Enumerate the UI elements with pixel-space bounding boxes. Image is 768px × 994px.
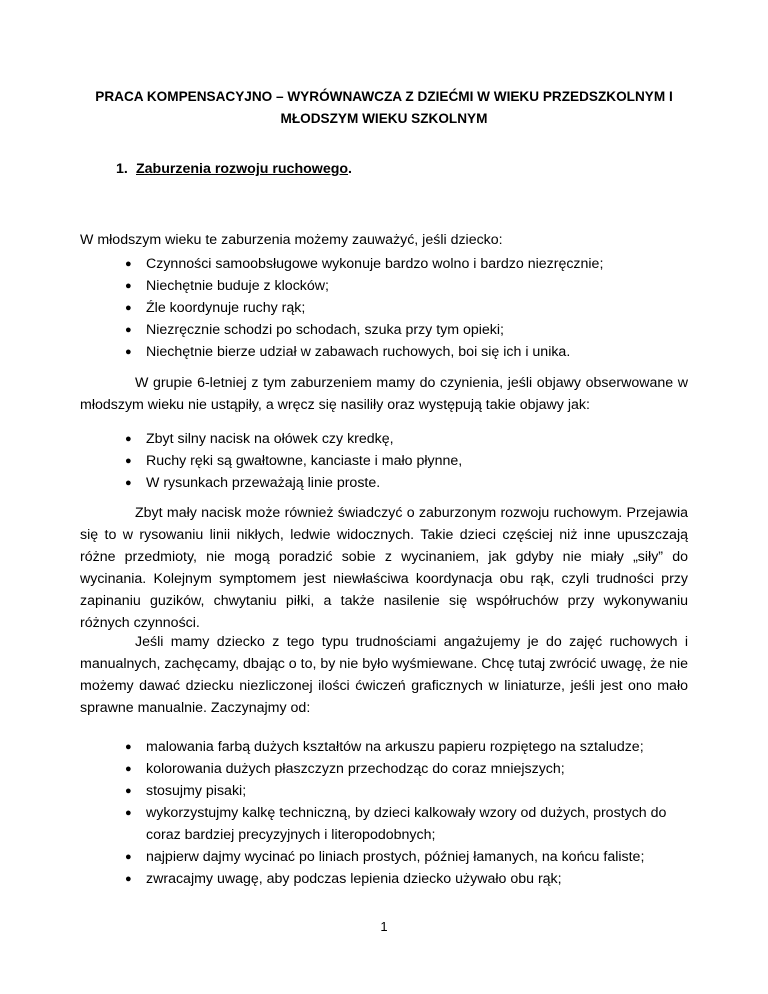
- bullet-icon: ●: [125, 763, 132, 775]
- bullet-icon: ●: [125, 785, 132, 797]
- list-item-text: kolorowania dużych płaszczyzn przechodząc do coraz mniejszych;: [146, 761, 565, 777]
- section-heading-suffix: .: [348, 161, 352, 177]
- bullet-icon: ●: [125, 324, 132, 336]
- document-title: [80, 86, 688, 130]
- bullet-icon: ●: [125, 455, 132, 467]
- symptom-list-6yo: [125, 428, 688, 494]
- paragraph-weak-pressure: Zbyt mały nacisk może również świadczyć o zaburzonym rozwoju ruchowym. Przejawia się to w rysowaniu linii nikłych, ledwie widocznych. Takie dzieci częściej niż inne upuszczają różne przedmioty, nie mogą poradzić sobie z wycinaniem, jak gdyby nie miały „siły” do wycinania. Kolejnym symptomem jest niewłaściwa koordynacja obu rąk, czyli trudności przy zapinaniu guzików, chwytaniu piłki, a także nasilenie się współruchów przy wykonywaniu różnych czynności.: [80, 505, 688, 631]
- bullet-icon: ●: [125, 433, 132, 445]
- list-item: [125, 253, 688, 275]
- bullet-icon: ●: [125, 302, 132, 314]
- list-item-text: zwracajmy uwagę, aby podczas lepienia dziecko używało obu rąk;: [146, 871, 562, 887]
- title-line-2: MŁODSZYM WIEKU SZKOLNYM: [280, 111, 488, 126]
- list-item-text: Źle koordynuje ruchy rąk;: [146, 300, 306, 316]
- list-item: [125, 275, 688, 297]
- list-item-text: najpierw dajmy wycinać po liniach prostych, później łamanych, na końcu faliste;: [146, 849, 645, 865]
- paragraph-group-6: W grupie 6-letniej z tym zaburzeniem mamy do czynienia, jeśli objawy obserwowane w młodszym wieku nie ustąpiły, a wręcz się nasiliły oraz występują takie objawy jak:: [80, 375, 688, 413]
- bullet-icon: ●: [125, 807, 132, 819]
- list-item: [125, 780, 688, 802]
- list-item-text: Czynności samoobsługowe wykonuje bardzo wolno i bardzo niezręcznie;: [146, 256, 604, 272]
- list-item: [125, 758, 688, 780]
- section-number: 1.: [116, 161, 128, 177]
- list-item: [125, 472, 688, 494]
- bullet-icon: ●: [125, 477, 132, 489]
- intro-paragraph: W młodszym wieku te zaburzenia możemy zauważyć, jeśli dziecko:: [80, 232, 503, 248]
- list-item-text: Zbyt silny nacisk na ołówek czy kredkę,: [146, 431, 394, 447]
- paragraph-recommendations: Jeśli mamy dziecko z tego typu trudnościami angażujemy je do zajęć ruchowych i manualnych, zachęcamy, dbając o to, by nie było wyśmiewane. Chcę tutaj zwrócić uwagę, że nie możemy dawać dziecku niezliczonej ilości ćwiczeń graficznych w liniaturze, jeśli jest ono mało sprawne manualnie. Zaczynajmy od:: [80, 634, 688, 716]
- bullet-icon: ●: [125, 851, 132, 863]
- list-item: [125, 802, 688, 846]
- exercise-list: [125, 736, 688, 890]
- bullet-icon: ●: [125, 346, 132, 358]
- list-item: [125, 868, 688, 890]
- title-line-1: PRACA KOMPENSACYJNO – WYRÓWNAWCZA Z DZIEĆMI W WIEKU PRZEDSZKOLNYM I: [95, 89, 673, 104]
- list-item-text: malowania farbą dużych kształtów na arkuszu papieru rozpiętego na sztaludze;: [146, 739, 644, 755]
- list-item-text: Ruchy ręki są gwałtowne, kanciaste i mało płynne,: [146, 453, 463, 469]
- symptom-list-younger: [125, 253, 688, 363]
- list-item: [125, 297, 688, 319]
- list-item-text: Niechętnie bierze udział w zabawach ruchowych, boi się ich i unika.: [146, 344, 571, 360]
- bullet-icon: ●: [125, 280, 132, 292]
- list-item-text: wykorzystujmy kalkę techniczną, by dzieci kalkowały wzory od dużych, prostych do coraz bardziej precyzyjnych i literopodobnych;: [146, 805, 667, 843]
- list-item-text: stosujmy pisaki;: [146, 783, 247, 799]
- bullet-icon: ●: [125, 258, 132, 270]
- list-item-text: W rysunkach przeważają linie proste.: [146, 475, 381, 491]
- list-item: [125, 341, 688, 363]
- list-item: [125, 450, 688, 472]
- section-heading-text: Zaburzenia rozwoju ruchowego: [136, 161, 349, 177]
- list-item-text: Niechętnie buduje z klocków;: [146, 278, 329, 294]
- page-number: 1: [380, 919, 388, 934]
- list-item-text: Niezręcznie schodzi po schodach, szuka przy tym opieki;: [146, 322, 504, 338]
- section-heading: [116, 158, 352, 180]
- list-item: [125, 428, 688, 450]
- bullet-icon: ●: [125, 873, 132, 885]
- list-item: [125, 736, 688, 758]
- list-item: [125, 846, 688, 868]
- list-item: [125, 319, 688, 341]
- bullet-icon: ●: [125, 741, 132, 753]
